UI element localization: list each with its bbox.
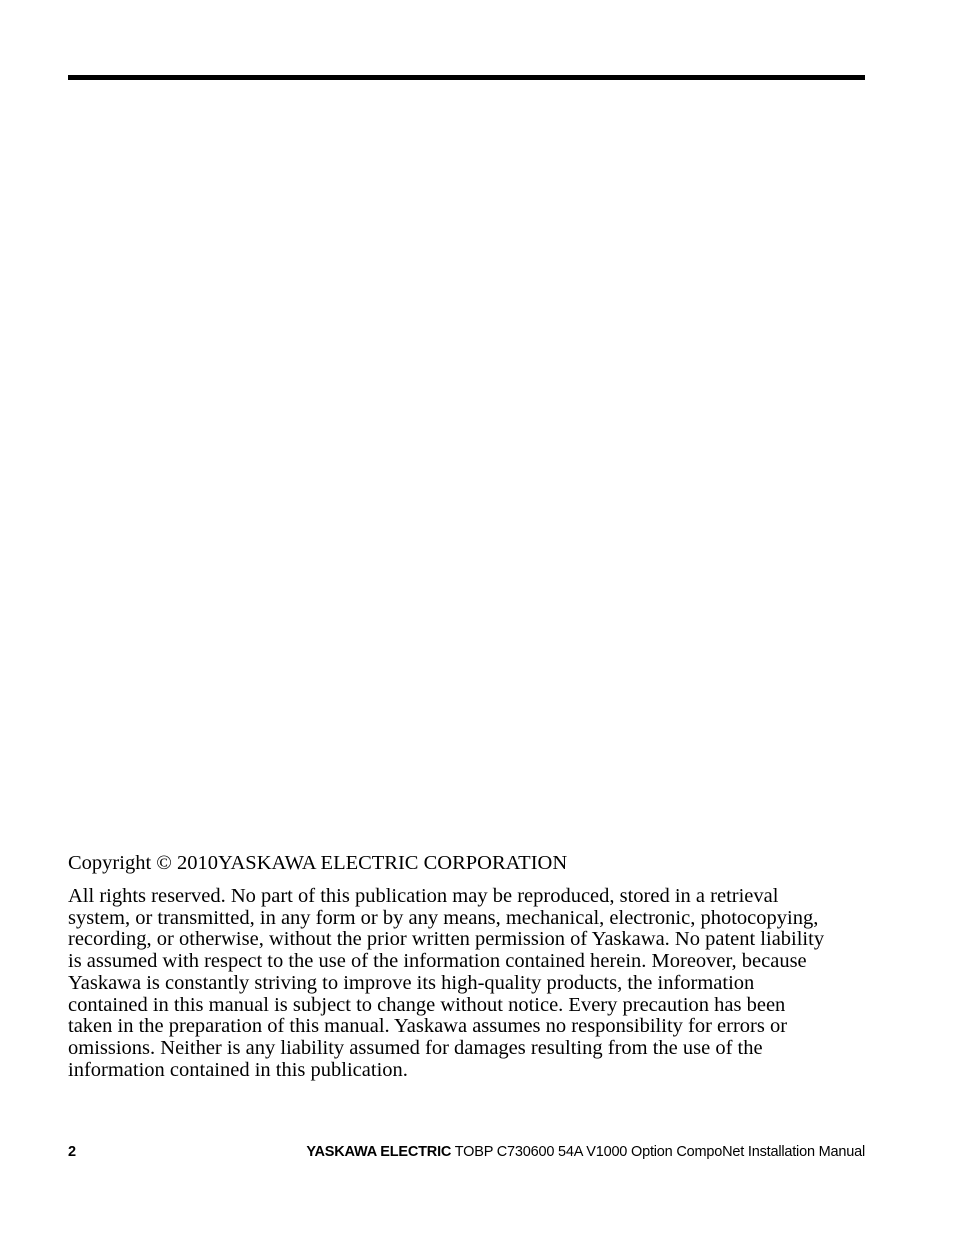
footer-document-title: TOBP C730600 54A V1000 Option CompoNet Installation Manual (454, 1144, 865, 1160)
rights-line: is assumed with respect to the use of the information contained herein. Moreover, because (68, 950, 807, 973)
header-rule (68, 75, 865, 80)
rights-paragraph (68, 886, 868, 1081)
rights-line: taken in the preparation of this manual. Yaskawa assumes no responsibility for errors or (68, 1015, 788, 1038)
rights-line: information contained in this publication. (68, 1058, 408, 1081)
rights-line: contained in this manual is subject to change without notice. Every precaution has been (68, 993, 786, 1016)
page-footer (68, 1142, 865, 1162)
rights-line: recording, or otherwise, without the prior written permission of Yaskawa. No patent liability (68, 928, 825, 951)
rights-line: Yaskawa is constantly striving to improve its high-quality products, the information (68, 971, 755, 994)
page-number: 2 (68, 1144, 77, 1160)
rights-line: omissions. Neither is any liability assumed for damages resulting from the use of the (68, 1036, 763, 1059)
rights-line: All rights reserved. No part of this publication may be reproduced, stored in a retrieval (68, 885, 779, 907)
rights-line: system, or transmitted, in any form or by any means, mechanical, electronic, photocopying, (68, 906, 819, 929)
footer-brand: YASKAWA ELECTRIC (306, 1144, 452, 1160)
footer-manual-title (306, 1142, 865, 1162)
copyright-notice: Copyright © 2010YASKAWA ELECTRIC CORPORATION (68, 852, 568, 874)
